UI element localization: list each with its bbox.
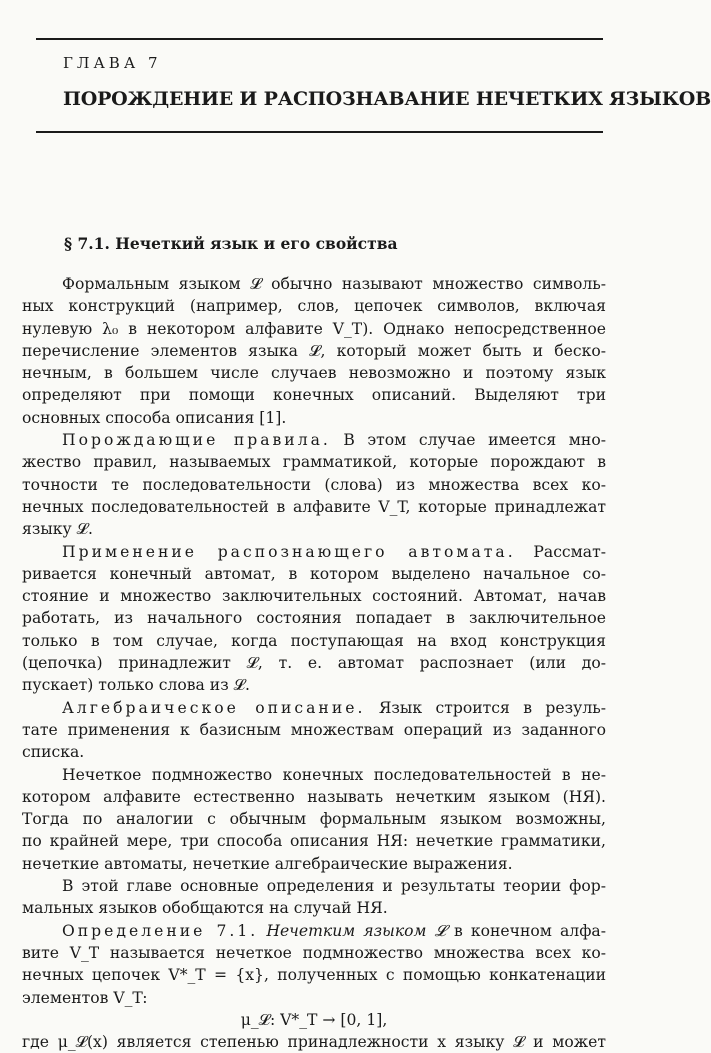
term-spaced: Применение распознающего автомата. (62, 542, 516, 561)
text-line: жество правил, называемых грамматикой, которые порождают в (22, 453, 606, 472)
text-line: работать, из начального состояния попадает в заключительное (22, 609, 606, 628)
text-run: В этом случае имеется мно- (330, 431, 606, 450)
paragraph-5 (22, 764, 606, 875)
chapter-label: ГЛАВА 7 (63, 54, 162, 72)
text-line: по крайней мере, три способа описания НЯ: нечеткие грамматики, (22, 832, 606, 851)
text-line: В этой главе основные определения и результаты теории фор- (62, 877, 606, 896)
term-spaced: Алгебраическое описание. (62, 698, 366, 717)
text-run: Язык строится в резуль- (365, 698, 606, 717)
text-line-last: где μ_𝓛(x) является степенью принадлежности x языку 𝓛 и может (22, 1033, 606, 1052)
text-line: ривается конечный автомат, в котором выделено начальное со- (22, 564, 606, 583)
text-line: нулевую λ₀ в некотором алфавите V_T). Однако непосредственное (22, 319, 606, 338)
text-line: (цепочка) принадлежит 𝓛, т. е. автомат распознает (или до- (22, 654, 606, 673)
text-line (22, 429, 606, 451)
text-line: нечеткие автоматы, нечеткие алгебраические выражения. (22, 854, 513, 873)
text-line: перечисление элементов языка 𝓛, который может быть и беско- (22, 341, 606, 360)
text-line: нечных последовательностей в алфавите V_T, которые принадлежат (22, 497, 606, 516)
text-line (22, 697, 606, 719)
text-line: нечных цепочек V*_T = {x}, полученных с помощью конкатенации (22, 966, 606, 985)
text-run: Рассмат- (515, 542, 606, 561)
text-line: языку 𝓛. (22, 520, 93, 539)
paragraph-3 (22, 541, 606, 697)
term-spaced: Порождающие правила. (62, 431, 331, 450)
definition-7-1 (22, 920, 606, 1009)
text-line: ных конструкций (например, слов, цепочек символов, включая (22, 297, 606, 316)
paragraph-1 (22, 273, 606, 429)
definition-term: Нечетким языком 𝓛 (266, 921, 446, 940)
text-line (22, 541, 606, 563)
definition-label: Определение 7.1. (62, 921, 259, 940)
text-line: вите V_T называется нечеткое подмножество множества всех ко- (22, 943, 606, 962)
text-line: только в том случае, когда поступающая на вход конструкция (22, 631, 606, 650)
formula: μ_𝓛: V*_T → [0, 1], (240, 1010, 388, 1029)
text-line: стояние и множество заключительных состояний. Автомат, начав (22, 587, 606, 606)
paragraph-6 (22, 875, 606, 920)
paragraph-4 (22, 697, 606, 764)
paragraph-2 (22, 429, 606, 540)
section-title: § 7.1. Нечеткий язык и его свойства (64, 234, 398, 253)
text-line (22, 920, 606, 942)
text-line: пускает) только слова из 𝓛. (22, 676, 250, 695)
text-line: Формальным языком 𝓛 обычно называют множество символь- (62, 275, 606, 293)
text-line: основных способа описания [1]. (22, 408, 287, 427)
text-line: списка. (22, 743, 85, 762)
text-line: тате применения к базисным множествам операций из заданного (22, 720, 606, 739)
text-line: мальных языков обобщаются на случай НЯ. (22, 899, 388, 918)
text-line: точности те последовательности (слова) из множества всех ко- (22, 475, 606, 494)
body-text (22, 273, 606, 1053)
top-rule (36, 38, 603, 40)
text-line: определяют при помощи конечных описаний. Выделяют три (22, 386, 606, 405)
text-run: в конечном алфа- (445, 921, 606, 940)
text-line: нечным, в большем числе случаев невозможно и поэтому язык (22, 364, 606, 383)
text-line: Тогда по аналогии с обычным формальным языком возможны, (22, 810, 606, 829)
text-line: элементов V_T: (22, 988, 148, 1007)
chapter-title: ПОРОЖДЕНИЕ И РАСПОЗНАВАНИЕ НЕЧЕТКИХ ЯЗЫКОВ (63, 88, 711, 110)
text-line: Нечеткое подмножество конечных последовательностей в не- (62, 765, 606, 784)
bottom-rule (36, 131, 603, 133)
text-line: котором алфавите естественно называть нечетким языком (НЯ). (22, 787, 606, 806)
